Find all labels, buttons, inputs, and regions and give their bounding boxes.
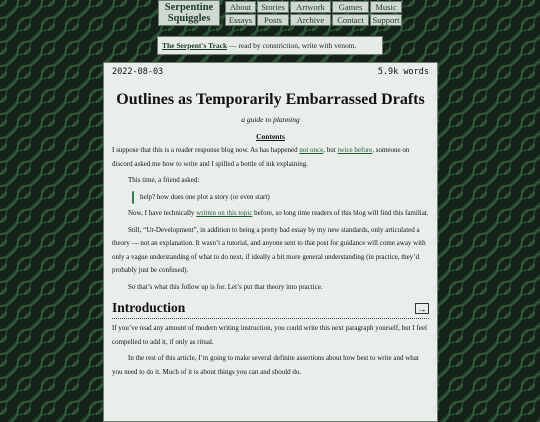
tagline-link[interactable]: The Serpent's Track [162,41,228,50]
paragraph-2: This time, a friend asked: [128,176,200,184]
paragraph-5: So that’s what this follow up is for. Let’s put that theory into practice. [128,282,323,291]
link-written-on-topic[interactable]: written on this topic [196,209,253,217]
tagline-banner [157,36,383,55]
post-date: 2022-08-03 [112,67,164,77]
post-title: Outlines as Temporarily Embarrassed Drafts [116,91,425,108]
post-subtitle: a guide to planning [241,115,300,124]
site-title[interactable] [158,0,220,26]
post-body [104,144,437,294]
blockquote: help? how does one plot a story (or even start) [132,191,429,205]
post-body-continued [104,322,437,379]
nav-archive[interactable]: Archive [290,14,331,26]
nav-support[interactable]: Support [370,14,402,26]
nav-about[interactable]: About [225,1,256,13]
nav-contact[interactable]: Contact [332,14,369,26]
post-word-count: 5.9k words [377,67,429,77]
nav-music[interactable]: Music [370,1,402,13]
contents-toggle[interactable]: Contents [256,132,285,141]
section-link-arrow-icon[interactable]: → [415,303,429,314]
paragraph-4: Still, “Ur-Development”, in addition to being a pretty bad essay by my new standards, only articulated a theory — not an explanation. It wasn’t a tutorial, and anyone sent to that post for guidance will come away with only a vague understanding of what to do next, if ideally a bit more general understanding (in practice, they’d probably just be confused). [112,225,426,274]
post-meta [104,63,437,77]
link-not-once[interactable]: not once [299,146,324,154]
post-card [103,62,438,422]
nav-stories[interactable]: Stories [257,1,289,13]
nav-artwork[interactable]: Artwork [290,1,331,13]
paragraph-7: In the rest of this article, I’m going to make several definite assertions about how best to write and what you need to do it. Much of it is about things you can and should do. [112,354,419,376]
paragraph-3 [112,207,429,221]
nav-posts[interactable]: Posts [257,14,289,26]
section-title: Introduction [112,300,186,315]
p3-text-b: before, so long time readers of this blog will find this familiar. [252,209,429,217]
site-title-line2: Squiggles [167,13,211,24]
tagline-text: — read by constriction, write with venom. [227,41,357,50]
nav-essays[interactable]: Essays [225,14,256,26]
paragraph-1 [112,144,429,171]
main-nav [225,1,402,26]
link-twice-before[interactable]: twice before [337,146,373,154]
site-title-line1: Serpentine [164,2,214,13]
section-heading-introduction [112,300,429,319]
p1-text-c: , someone on discord asked me how to write and I spilled a bottle of ink explaining. [112,146,410,168]
p3-text-a: Now, I have technically [128,209,197,217]
nav-games[interactable]: Games [332,1,369,13]
paragraph-6: If you’ve read any amount of modern writing instruction, you could write this next paragraph yourself, but I feel compelled to add it, if only as ritual. [112,324,427,346]
p1-text-b: , but [323,146,338,154]
p1-text-a: I suppose that this is a reader response blog now. As has happened [112,146,300,154]
